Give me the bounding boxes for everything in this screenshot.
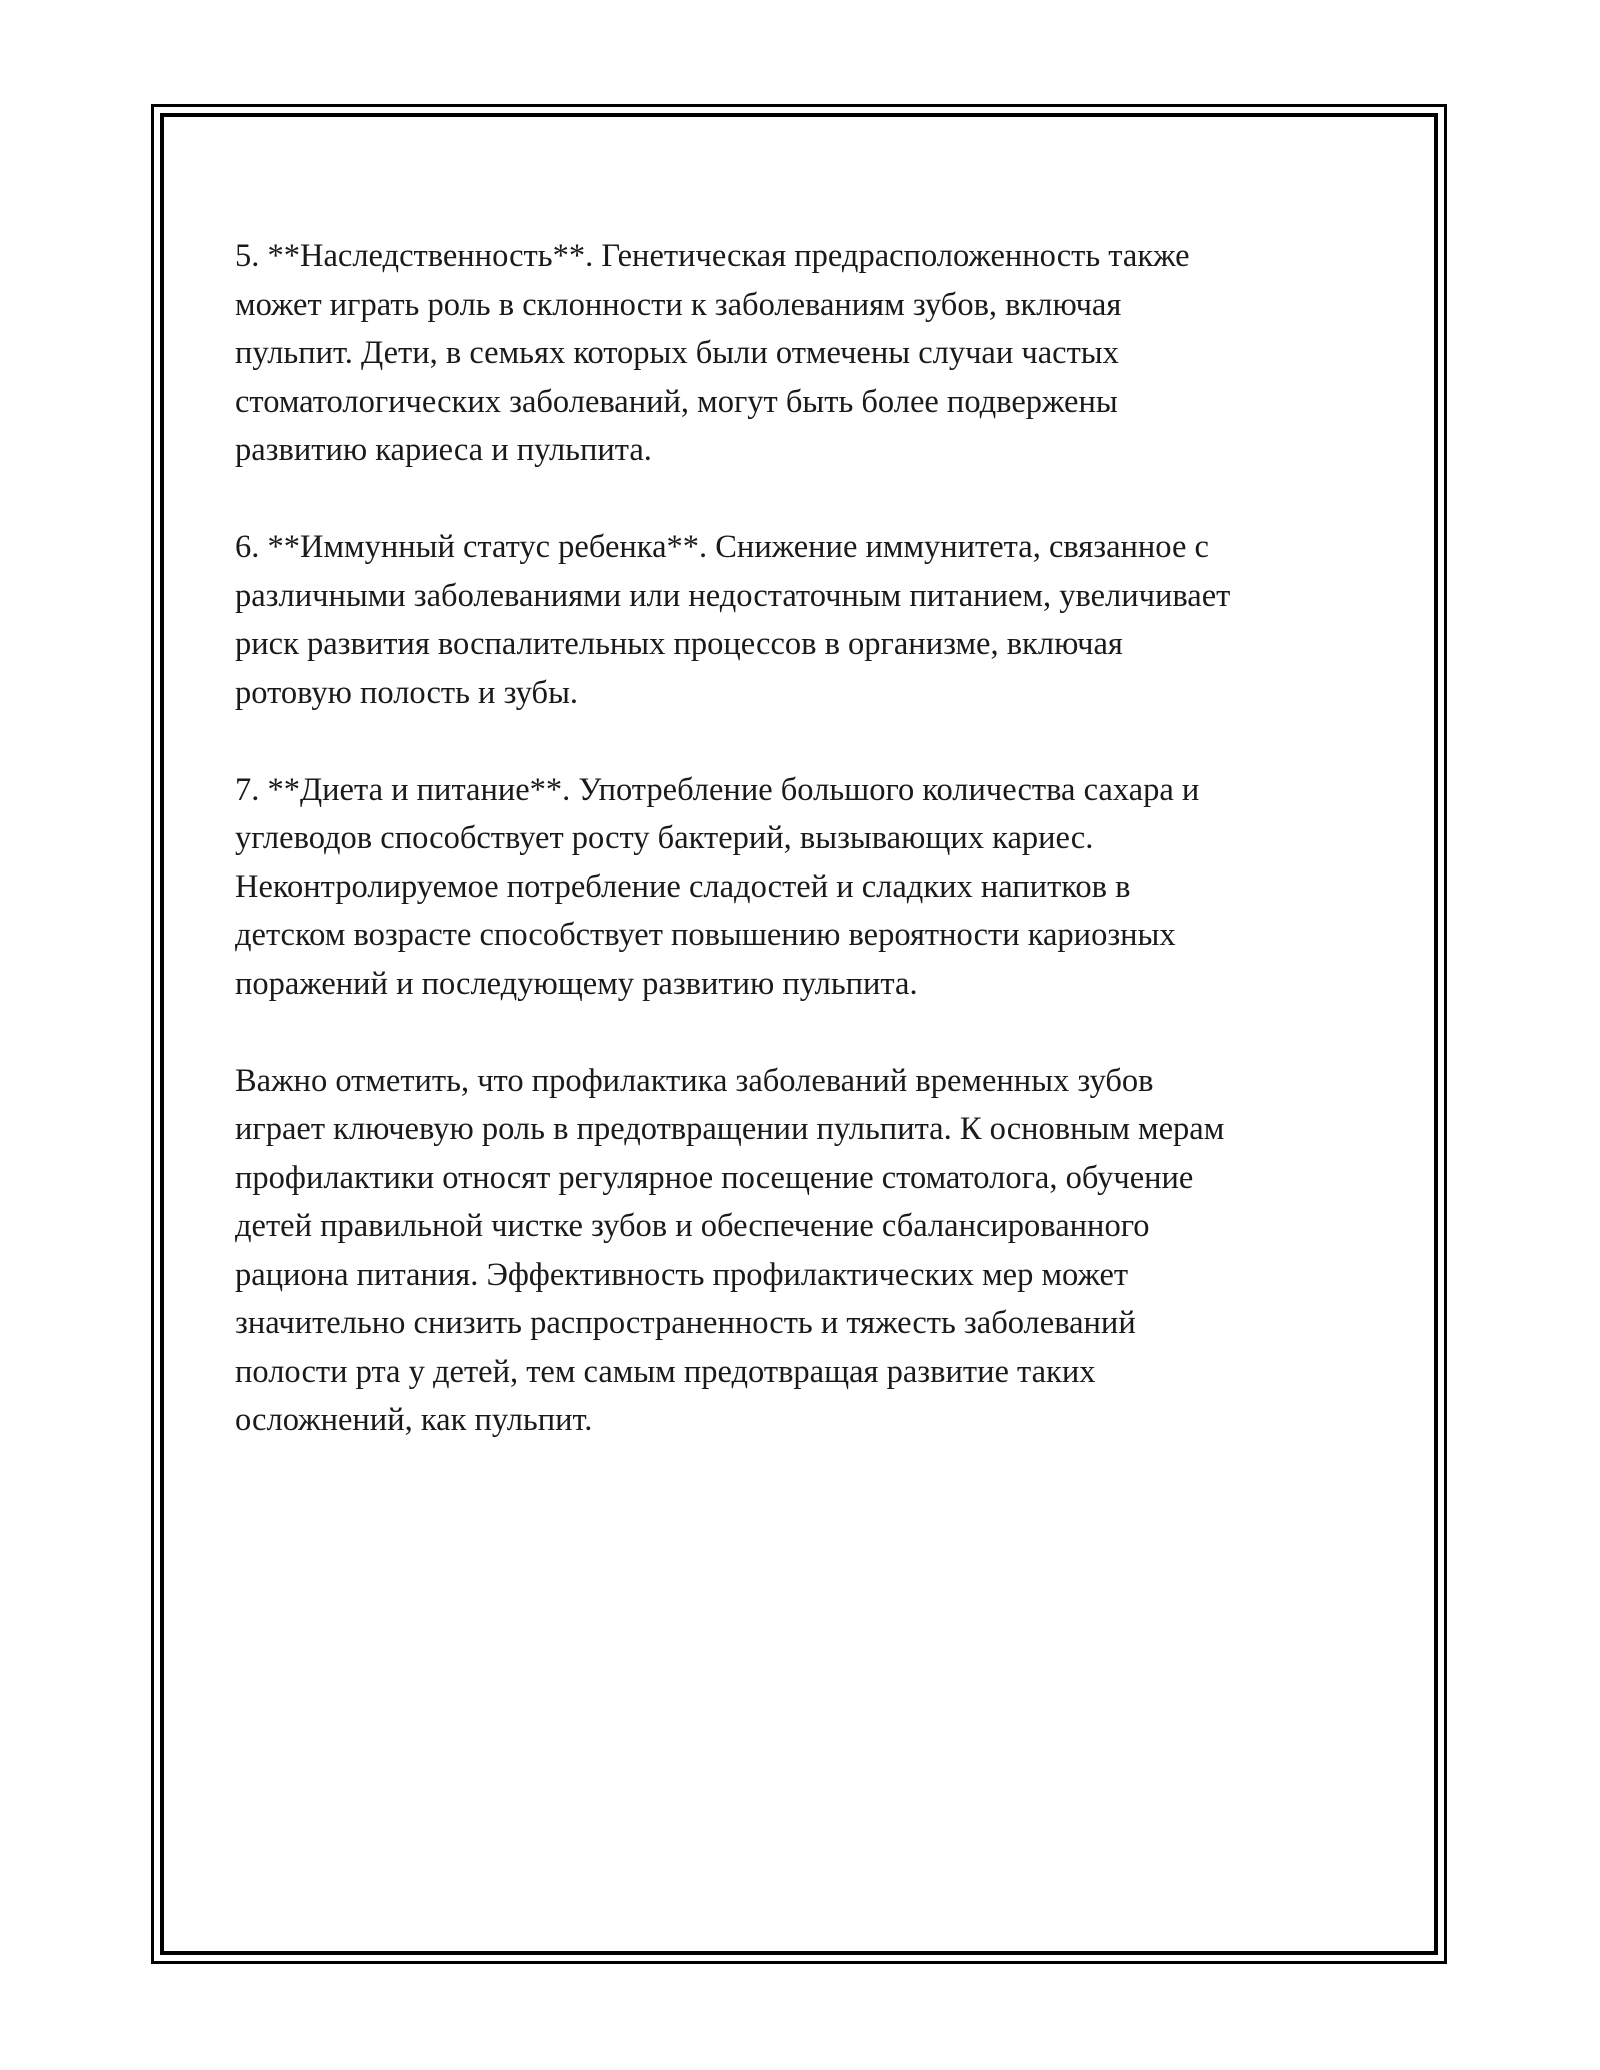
text-line: детском возрасте способствует повышению вероятности кариозных <box>235 917 1176 953</box>
text-line: может играть роль в склонности к заболеваниям зубов, включая <box>235 286 1122 323</box>
text-line: 7. **Диета и питание**. Употребление большого количества сахара и <box>235 771 1200 808</box>
document-body <box>235 232 1385 1493</box>
text-line: Неконтролируемое потребление сладостей и сладких напитков в <box>235 868 1131 905</box>
text-line: значительно снизить распространенность и тяжесть заболеваний <box>235 1305 1136 1341</box>
text-line: 6. **Иммунный статус ребенка**. Снижение иммунитета, связанное с <box>235 529 1209 565</box>
text-line: риск развития воспалительных процессов в организме, включая <box>235 626 1123 662</box>
paragraph-prevention <box>235 1057 1385 1445</box>
paragraph-diet <box>235 766 1385 1009</box>
text-line: рациона питания. Эффективность профилактических мер может <box>235 1256 1129 1293</box>
text-line: профилактики относят регулярное посещение стоматолога, обучение <box>235 1159 1194 1196</box>
text-line: поражений и последующему развитию пульпита. <box>235 965 918 1002</box>
text-line: Важно отметить, что профилактика заболеваний временных зубов <box>235 1062 1154 1099</box>
text-line: развитию кариеса и пульпита. <box>235 432 652 468</box>
text-line: пульпит. Дети, в семьях которых были отмечены случаи частых <box>235 335 1119 371</box>
paragraph-heredity <box>235 232 1385 475</box>
text-line: стоматологических заболеваний, могут быть более подвержены <box>235 383 1118 420</box>
text-line: ротовую полость и зубы. <box>235 674 579 711</box>
text-line: полости рта у детей, тем самым предотвращая развитие таких <box>235 1353 1096 1390</box>
text-line: осложнений, как пульпит. <box>235 1402 593 1438</box>
text-line: 5. **Наследственность**. Генетическая предрасположенность также <box>235 238 1190 274</box>
paragraph-immune-status <box>235 523 1385 717</box>
text-line: углеводов способствует росту бактерий, вызывающих кариес. <box>235 820 1094 856</box>
text-line: различными заболеваниями или недостаточным питанием, увеличивает <box>235 577 1231 614</box>
text-line: детей правильной чистке зубов и обеспечение сбалансированного <box>235 1208 1150 1244</box>
text-line: играет ключевую роль в предотвращении пульпита. К основным мерам <box>235 1111 1225 1147</box>
